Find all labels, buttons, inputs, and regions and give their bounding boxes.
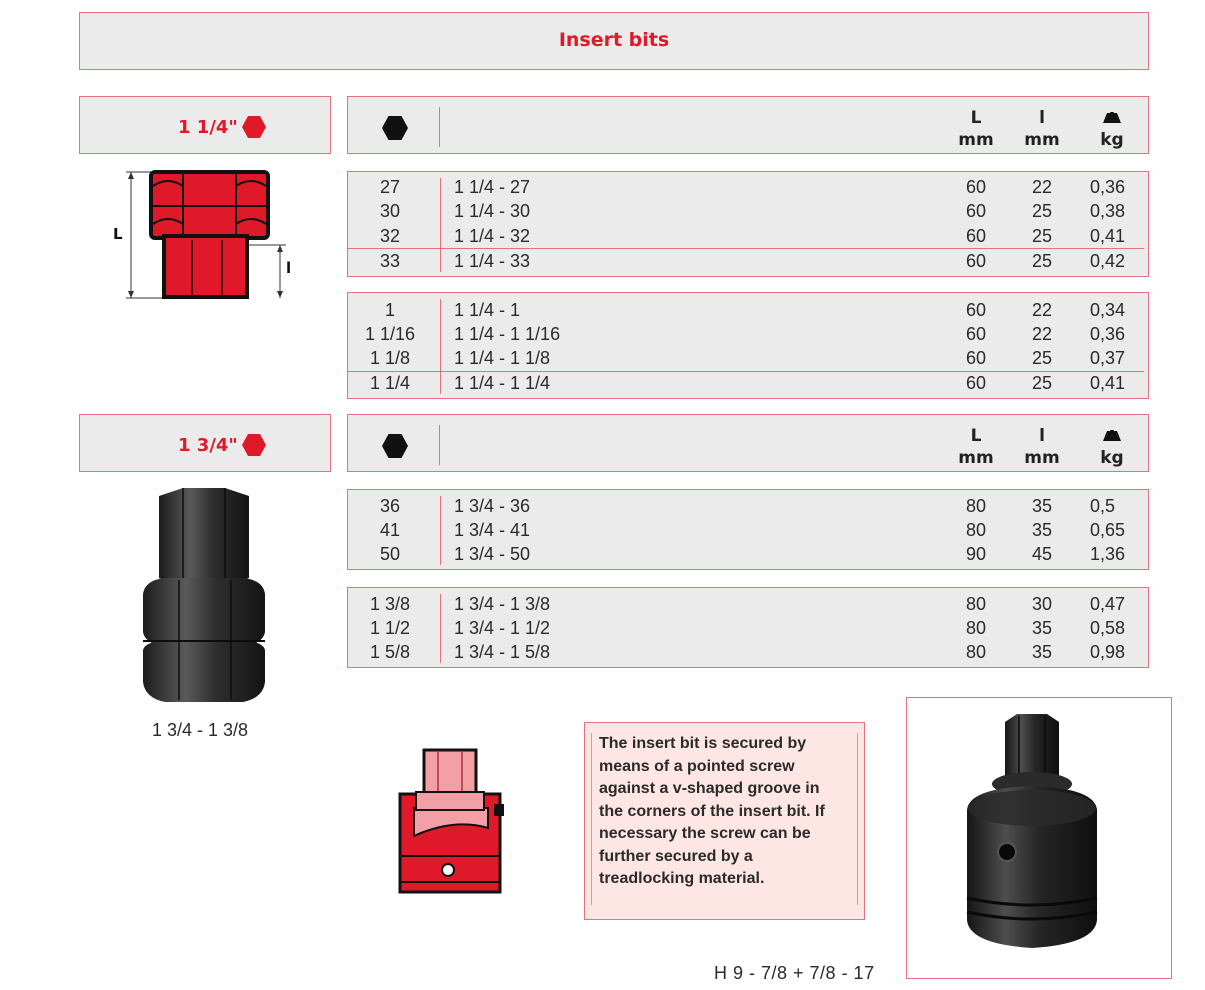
- note-text: The insert bit is secured by means of a pointed screw against a v-shaped groove in the corners of the insert bit. If necessary the screw can be further secured by a treadlocking material.: [599, 735, 825, 887]
- table-row: 30 1 1/4 - 30 60 25 0,38: [379, 201, 1126, 221]
- size-label: 1 3/4": [178, 434, 238, 456]
- col-header-length: L mm: [958, 426, 994, 468]
- col-header-weight: kg: [1082, 425, 1142, 469]
- table-header-2: [347, 414, 1149, 472]
- photo-caption: 1 3/4 - 1 3/8: [152, 720, 249, 740]
- size-box-1-1-4: [79, 96, 331, 154]
- size-box-1-3-4: [79, 414, 331, 472]
- table-row: 1 1/4 1 1/4 - 1 1/4 60 25 0,41: [369, 373, 1126, 393]
- page-footer: H 9 - 7/8 + 7/8 - 17: [714, 963, 875, 983]
- table-row: 32 1 1/4 - 32 60 25 0,41: [379, 226, 1126, 246]
- table-header-1: [347, 96, 1149, 154]
- weight-icon: [1102, 430, 1122, 442]
- diagram-label-L: L: [113, 225, 123, 243]
- table-row: 1 5/8 1 3/4 - 1 5/8 80 35 0,98: [369, 642, 1126, 662]
- table-group: [347, 171, 1149, 277]
- weight-icon: [1102, 112, 1122, 124]
- table-row: 1 3/8 1 3/4 - 1 3/8 80 30 0,47: [369, 594, 1126, 614]
- insert-bit-photo: [135, 486, 275, 708]
- col-header-weight: kg: [1082, 107, 1142, 151]
- hexagon-icon: [241, 115, 267, 139]
- hexagon-icon: [241, 433, 267, 457]
- table-row: 1 1 1/4 - 1 60 22 0,34: [384, 300, 1126, 320]
- table-group: [347, 587, 1149, 668]
- table-row: 50 1 3/4 - 50 90 45 1,36: [379, 544, 1126, 564]
- table-row: 27 1 1/4 - 27 60 22 0,36: [379, 177, 1126, 197]
- table-row: 1 1/2 1 3/4 - 1 1/2 80 35 0,58: [369, 618, 1126, 638]
- col-header-length: L mm: [958, 108, 994, 150]
- size-label: 1 1/4": [178, 116, 238, 138]
- table-row: 41 1 3/4 - 41 80 35 0,65: [379, 520, 1126, 540]
- page-title: Insert bits: [558, 29, 670, 51]
- title-bar: [79, 12, 1149, 70]
- table-row: 33 1 1/4 - 33 60 25 0,42: [379, 251, 1126, 271]
- table-row: 1 1/8 1 1/4 - 1 1/8 60 25 0,37: [369, 348, 1126, 368]
- note-box: [584, 722, 865, 920]
- table-row: 36 1 3/4 - 36 80 35 0,5: [379, 496, 1116, 516]
- diagram-label-l: l: [286, 259, 292, 277]
- col-header-hex-length: l mm: [1024, 108, 1060, 150]
- adapter-photo: [947, 712, 1137, 968]
- cross-section-diagram: [394, 746, 508, 898]
- hexagon-icon: [381, 115, 409, 141]
- insert-bit-diagram: [108, 166, 308, 302]
- adapter-photo-box: [906, 697, 1172, 979]
- table-group: [347, 292, 1149, 399]
- hexagon-icon: [381, 433, 409, 459]
- table-row: 1 1/16 1 1/4 - 1 1/16 60 22 0,36: [364, 324, 1126, 344]
- table-group: [347, 489, 1149, 570]
- col-header-hex-length: l mm: [1024, 426, 1060, 468]
